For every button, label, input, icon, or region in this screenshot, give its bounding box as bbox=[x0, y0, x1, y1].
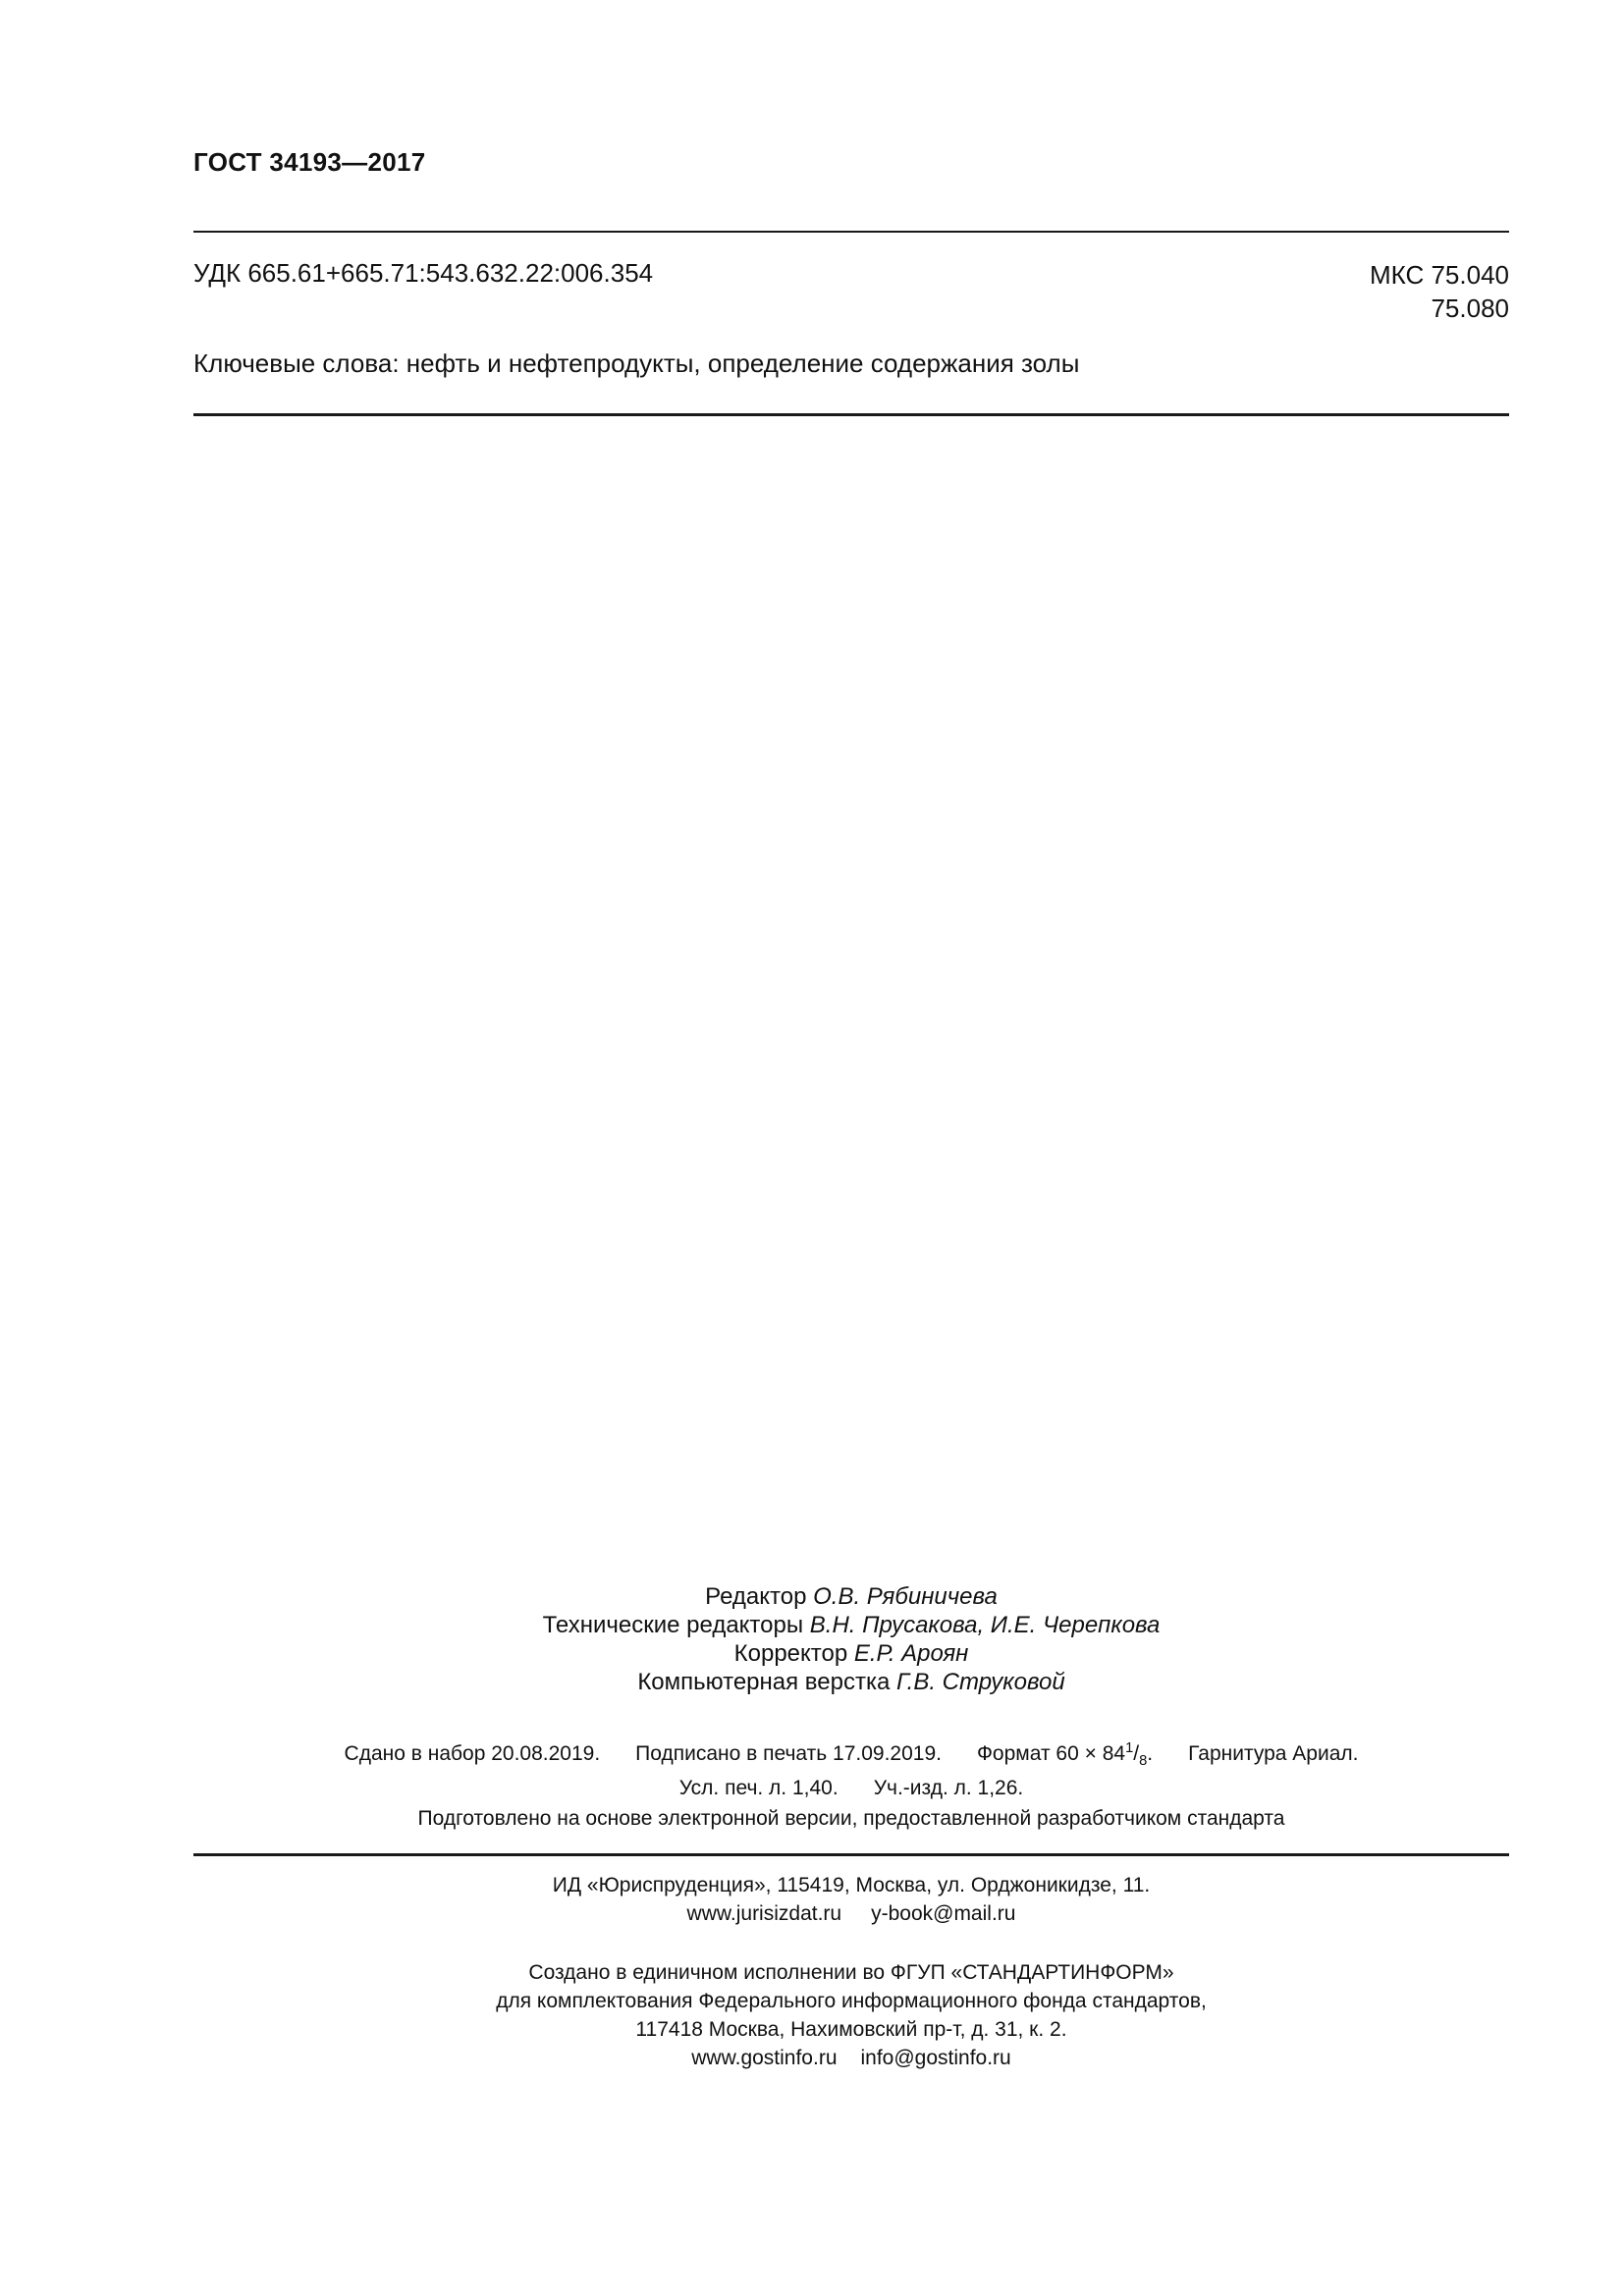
paper-format: Формат $60 \times 84^1/_8$. bbox=[976, 1740, 1154, 1770]
prepared-note: Подготовлено на основе электронной версии, предоставленной разработчиком стандарта bbox=[417, 1807, 1285, 1830]
creator-line-2: для комплектования Федерального информационного фонда стандартов, bbox=[496, 1990, 1207, 2012]
tech-editors-names: В.Н. Прусакова, И.Е. Черепкова bbox=[809, 1612, 1161, 1638]
editor-name: О.В. Рябиничева bbox=[813, 1583, 998, 1610]
keywords-divider bbox=[193, 413, 1509, 416]
mks-codes bbox=[1370, 258, 1509, 325]
layout-label: Компьютерная верстка bbox=[637, 1669, 891, 1695]
publisher-email-link[interactable]: y-book@mail.ru bbox=[871, 1902, 1016, 1925]
mks-code-1: МКС 75.040 bbox=[1369, 260, 1509, 290]
proofreader-name: Е.Р. Ароян bbox=[853, 1640, 969, 1667]
document-code: ГОСТ 34193—2017 bbox=[193, 147, 426, 177]
editor-label: Редактор bbox=[705, 1583, 807, 1610]
creator-contacts bbox=[0, 2044, 1624, 2072]
publication-line-2 bbox=[0, 1775, 1624, 1801]
print-sheets: Усл. печ. л. 1,40. bbox=[678, 1777, 839, 1800]
layout-line bbox=[0, 1668, 1624, 1696]
typeface: Гарнитура Ариал. bbox=[1188, 1742, 1359, 1765]
publisher-contacts bbox=[0, 1899, 1624, 1928]
pub-sheets: Уч.-изд. л. 1,26. bbox=[873, 1777, 1024, 1800]
layout-name: Г.В. Струковой bbox=[896, 1669, 1065, 1695]
tech-editors-label: Технические редакторы bbox=[542, 1612, 804, 1638]
editor-line bbox=[0, 1582, 1624, 1611]
tech-editors-line bbox=[0, 1611, 1624, 1639]
creator-line-1: Создано в единичном исполнении во ФГУП «СТАНДАРТИНФОРМ» bbox=[528, 1961, 1174, 1984]
udk-code: УДК 665.61+665.71:543.632.22:006.354 bbox=[193, 258, 654, 288]
publisher-address: ИД «Юриспруденция», 115419, Москва, ул. Орджоникидзе, 11. bbox=[552, 1874, 1151, 1896]
credits-block bbox=[0, 1582, 1624, 1696]
mks-code-2: 75.080 bbox=[1431, 294, 1509, 323]
proofreader-label: Корректор bbox=[733, 1640, 848, 1667]
keywords: Ключевые слова: нефть и нефтепродукты, определение содержания золы bbox=[193, 348, 1080, 378]
creator-site-link[interactable]: www.gostinfo.ru bbox=[691, 2047, 838, 2069]
publication-line-1 bbox=[0, 1735, 1624, 1775]
publication-info bbox=[0, 1735, 1624, 1801]
publisher-site-link[interactable]: www.jurisizdat.ru bbox=[686, 1902, 842, 1925]
typeset-date: Сдано в набор 20.08.2019. bbox=[344, 1742, 601, 1765]
creator-block bbox=[0, 1958, 1624, 2072]
proofreader-line bbox=[0, 1639, 1624, 1668]
creator-email-link[interactable]: info@gostinfo.ru bbox=[860, 2047, 1011, 2069]
signed-date: Подписано в печать 17.09.2019. bbox=[635, 1742, 942, 1765]
top-divider bbox=[193, 231, 1509, 233]
publisher-block bbox=[0, 1871, 1624, 1928]
publisher-divider bbox=[193, 1853, 1509, 1856]
creator-line-3: 117418 Москва, Нахимовский пр-т, д. 31, к. 2. bbox=[635, 2018, 1067, 2041]
